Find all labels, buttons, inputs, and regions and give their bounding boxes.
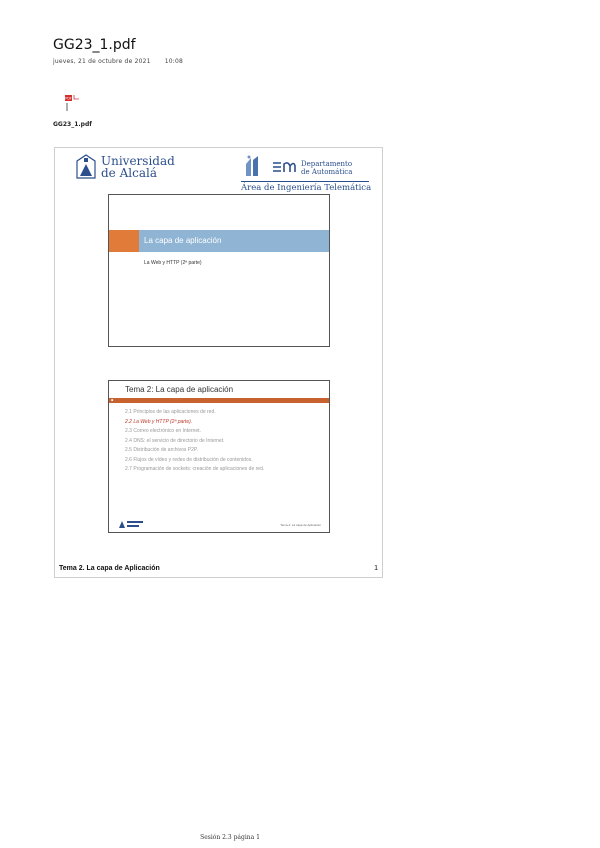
pdf-attachment-icon[interactable] bbox=[62, 94, 82, 112]
slide-accent-block bbox=[109, 230, 139, 252]
slide-2-title-bar bbox=[109, 398, 329, 403]
list-item: 2.6 Flujos de vídeo y redes de distribución de contenidos. bbox=[125, 456, 253, 463]
university-name: Universidad de Alcalá bbox=[101, 154, 175, 180]
automatica-logo-icon bbox=[271, 160, 297, 174]
page-meta bbox=[53, 58, 183, 65]
area-name: Área de Ingeniería Telemática bbox=[241, 183, 372, 193]
pdf-page-number: 1 bbox=[374, 565, 378, 572]
pdf-footer-title: Tema 2. La capa de Aplicación bbox=[59, 565, 160, 572]
list-item: 2.2 La Web y HTTP (2ª parte). bbox=[125, 418, 193, 425]
slide-2-number: ▪ bbox=[111, 398, 114, 402]
slide-2-title: Tema 2: La capa de aplicación bbox=[125, 385, 234, 394]
svg-text:PDF: PDF bbox=[65, 96, 72, 101]
university-small-logo-icon bbox=[117, 519, 147, 529]
list-item: 2.7 Programación de sockets: creación de aplicaciones de red. bbox=[125, 466, 265, 472]
department-name: Departamento de Automática bbox=[301, 160, 353, 176]
page-time: 10:08 bbox=[164, 58, 184, 65]
page-footer-text: Sesión 2.3 página 1 bbox=[200, 834, 260, 841]
pdf-page-preview[interactable] bbox=[54, 147, 383, 578]
header-divider bbox=[241, 181, 369, 182]
university-crest-icon bbox=[75, 154, 97, 180]
slide-1-subtitle: La Web y HTTP (2ª parte) bbox=[144, 260, 202, 266]
slide-2-topic-list bbox=[125, 408, 264, 475]
attachment-filename[interactable]: GG23_1.pdf bbox=[53, 121, 92, 128]
list-item: 2.4 DNS: el servicio de directorio de Internet. bbox=[125, 437, 225, 444]
slide-1-title: La capa de aplicación bbox=[144, 236, 222, 245]
list-item: 2.1 Principios de las aplicaciones de red. bbox=[125, 409, 216, 415]
page-date: jueves, 21 de octubre de 2021 bbox=[53, 58, 151, 65]
department-crest-icon bbox=[243, 154, 263, 178]
page-footer bbox=[0, 834, 600, 841]
list-item: 2.3 Correo electrónico en Internet. bbox=[125, 428, 201, 434]
university-logo bbox=[75, 154, 175, 182]
department-logo bbox=[241, 154, 371, 194]
slide-thumbnail-1 bbox=[108, 194, 330, 347]
list-item: 2.5 Distribución de archivos P2P. bbox=[125, 447, 199, 453]
page-title: GG23_1.pdf bbox=[53, 37, 136, 53]
slide-thumbnail-2 bbox=[108, 380, 330, 533]
slide-2-footer: Tema 2: La capa de Aplicación bbox=[280, 523, 321, 527]
